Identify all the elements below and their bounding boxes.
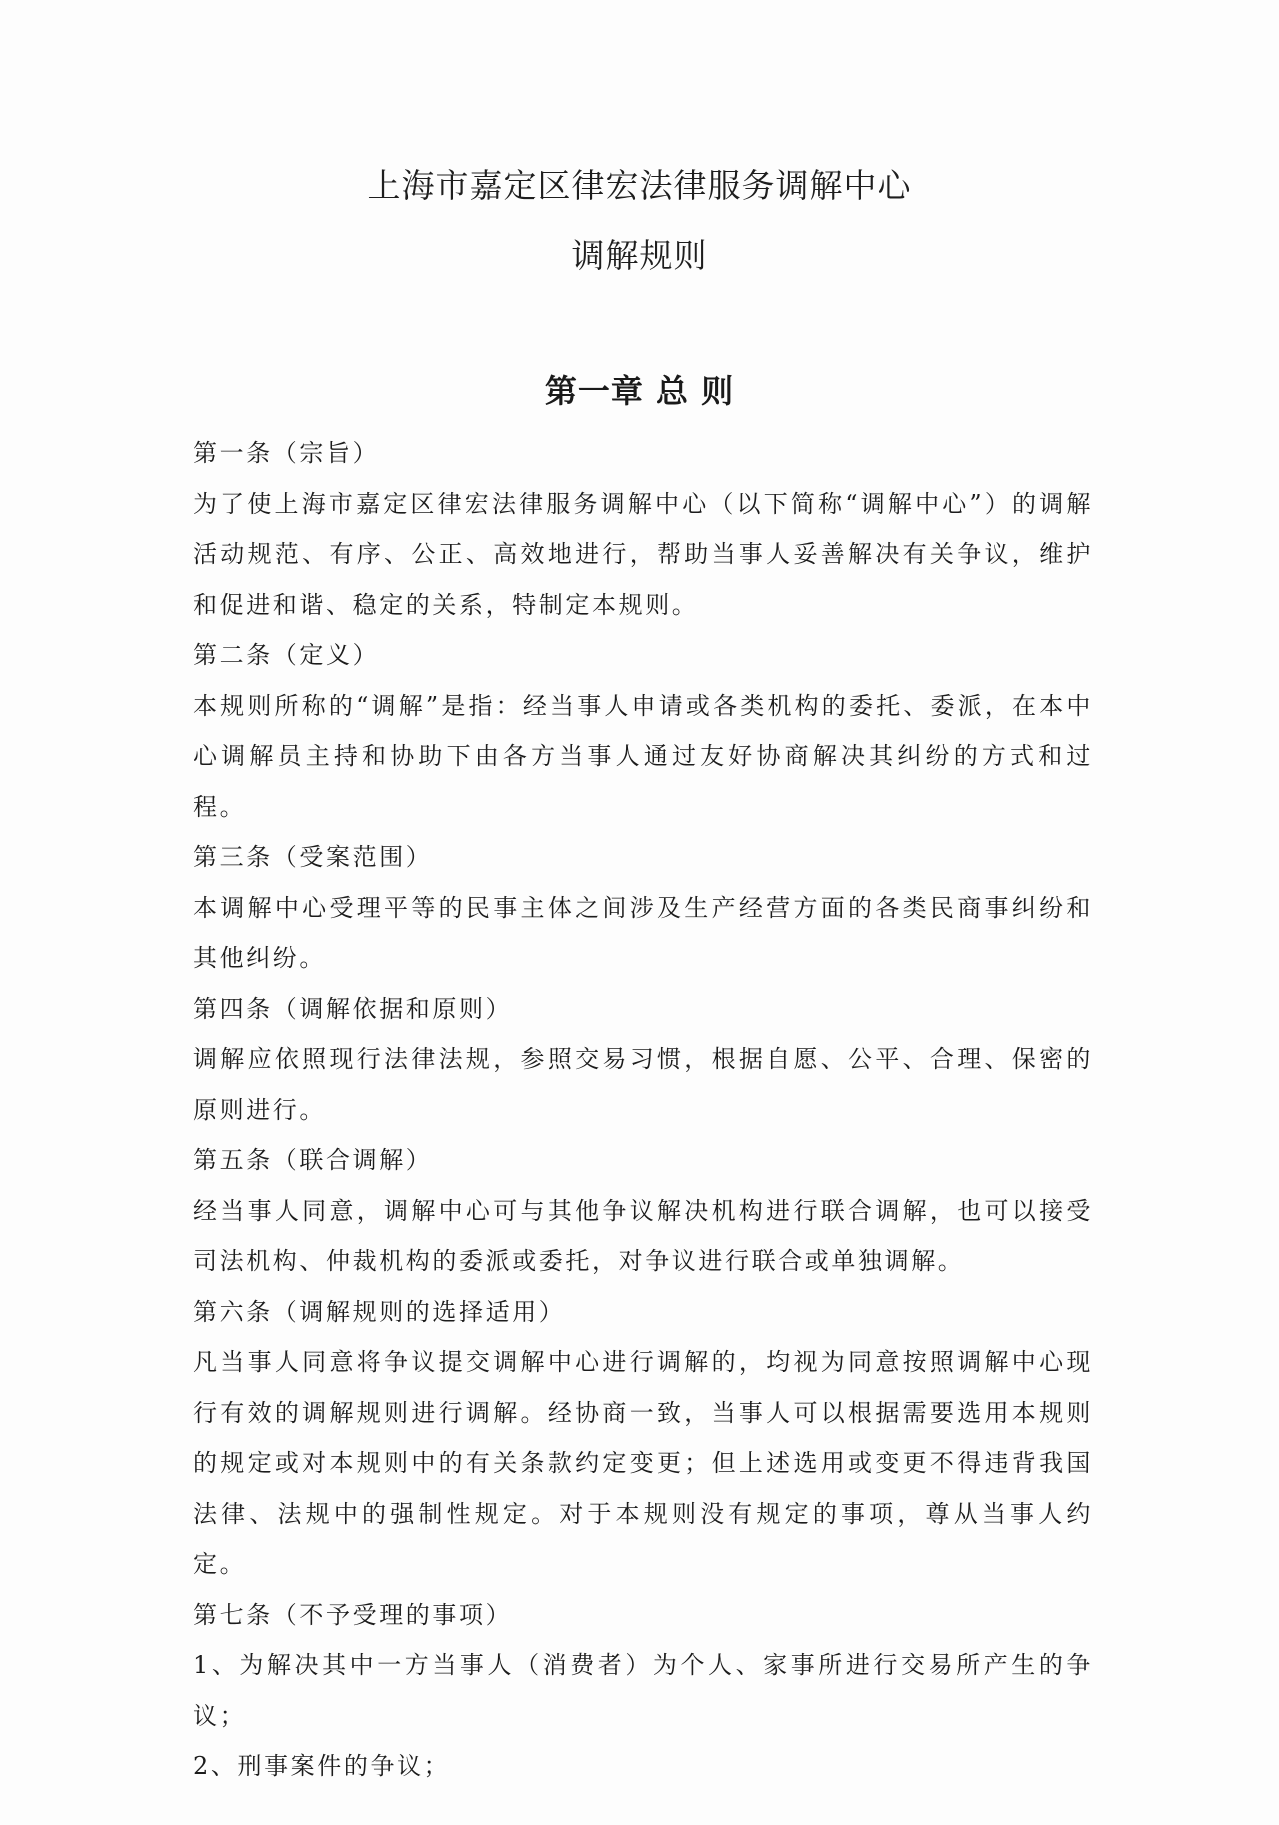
chapter-title: 第一章 总 则 <box>544 372 735 410</box>
article-7-item-2: 2、刑事案件的争议； <box>193 1752 451 1780</box>
document-title-organization: 上海市嘉定区律宏法律服务调解中心 <box>367 166 912 205</box>
article-4-heading: 第四条（调解依据和原则） <box>193 994 513 1023</box>
article-7-item-1: 1、为解决其中一方当事人（消费者）为个人、家事所进行交易所产生的争议； <box>193 1651 1093 1730</box>
article-1-body: 为了使上海市嘉定区律宏法律服务调解中心（以下简称“调解中心”）的调解活动规范、有序、公正、高效地进行，帮助当事人妥善解决有关争议，维护和促进和谐、稳定的关系，特制定本规则。 <box>193 489 1093 619</box>
article-6-heading: 第六条（调解规则的选择适用） <box>193 1297 566 1326</box>
article-2-heading: 第二条（定义） <box>193 641 380 669</box>
article-4-body: 调解应依照现行法律法规，参照交易习惯，根据自愿、公平、合理、保密的原则进行。 <box>193 1045 1093 1124</box>
article-7-heading: 第七条（不予受理的事项） <box>193 1600 513 1629</box>
article-3-body: 本调解中心受理平等的民事主体之间涉及生产经营方面的各类民商事纠纷和其他纠纷。 <box>193 893 1093 972</box>
document-body <box>193 428 1093 1792</box>
article-5-body: 经当事人同意，调解中心可与其他争议解决机构进行联合调解，也可以接受司法机构、仲裁机构的委派或委托，对争议进行联合或单独调解。 <box>193 1196 1093 1275</box>
article-5-heading: 第五条（联合调解） <box>193 1146 433 1174</box>
article-6-body: 凡当事人同意将争议提交调解中心进行调解的，均视为同意按照调解中心现行有效的调解规则进行调解。经协商一致，当事人可以根据需要选用本规则的规定或对本规则中的有关条款约定变更；但上述选用或变更不得违背我国法律、法规中的强制性规定。对于本规则没有规定的事项，尊从当事人约定。 <box>193 1348 1093 1578</box>
article-3-heading: 第三条（受案范围） <box>193 843 433 871</box>
article-1-heading: 第一条（宗旨） <box>193 439 380 467</box>
article-2-body: 本规则所称的“调解”是指：经当事人申请或各类机构的委托、委派，在本中心调解员主持和协助下由各方当事人通过友好协商解决其纠纷的方式和过程。 <box>193 691 1093 821</box>
document-title-rules: 调解规则 <box>571 236 708 275</box>
